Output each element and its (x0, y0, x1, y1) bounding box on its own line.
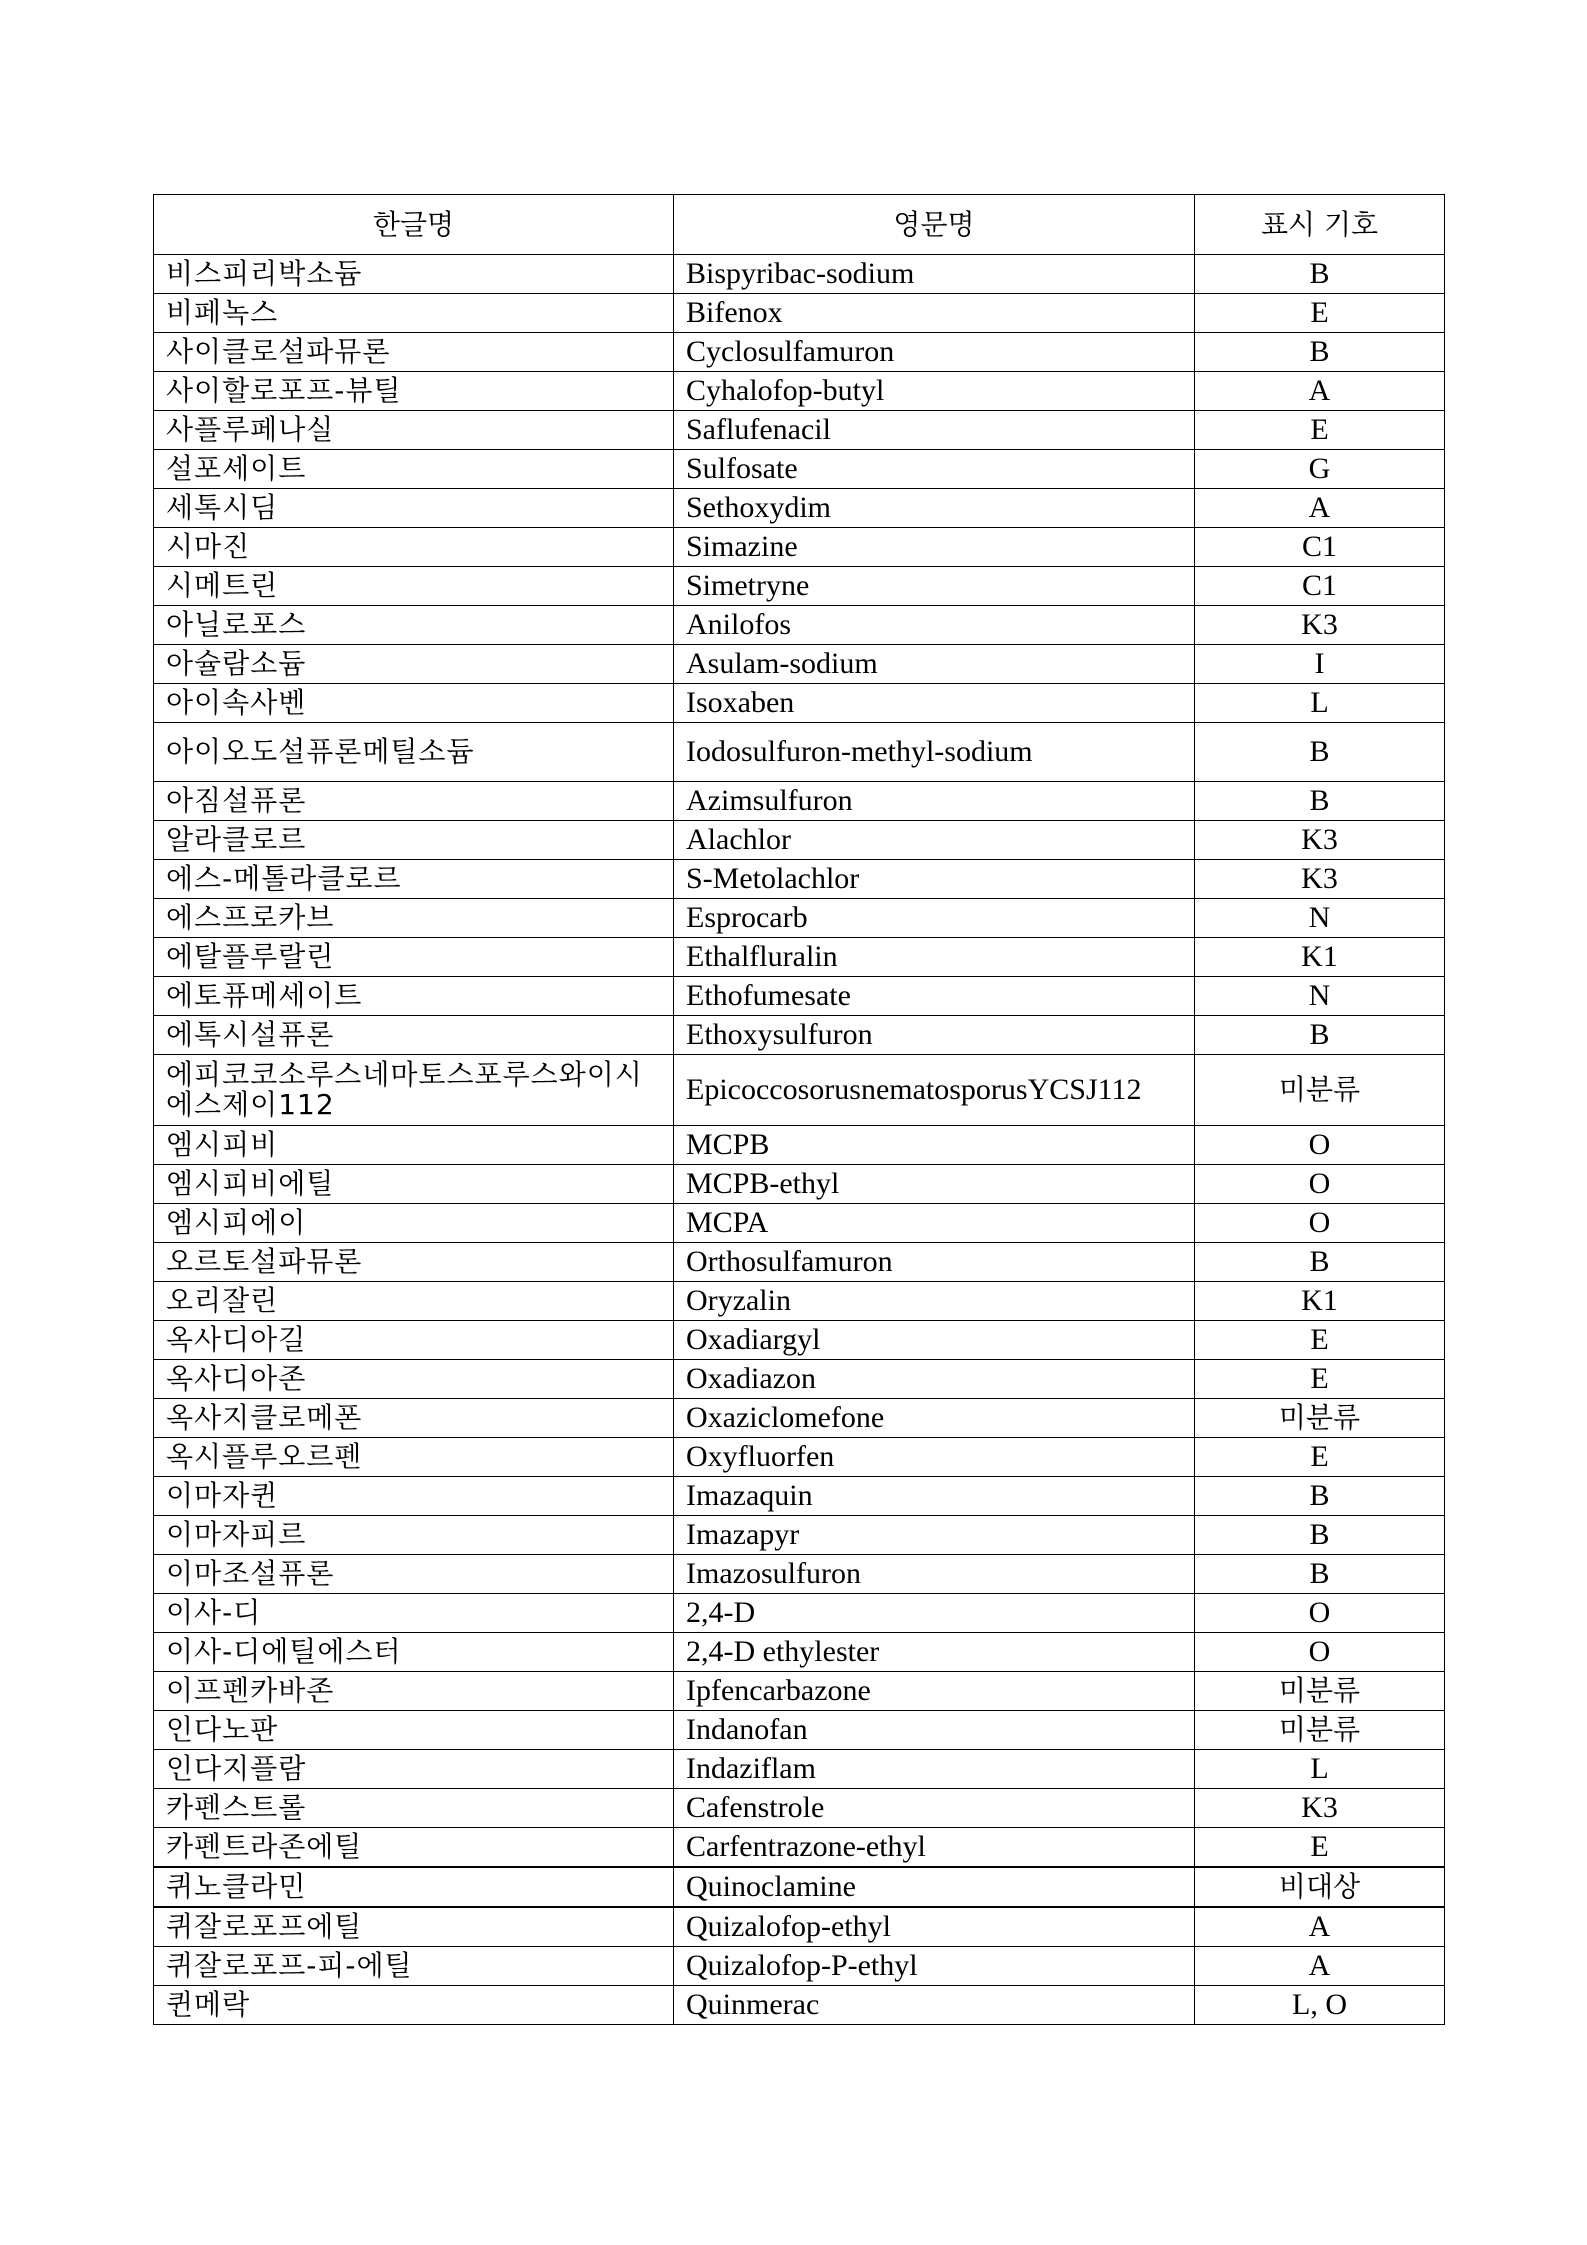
table-row (154, 1633, 1445, 1672)
english-name-cell: Quinoclamine (674, 1867, 1195, 1907)
symbol-cell: C1 (1195, 567, 1445, 606)
english-name-cell: Oxyfluorfen (674, 1438, 1195, 1477)
english-name-cell: Ethoxysulfuron (674, 1016, 1195, 1055)
english-name-cell: Simazine (674, 528, 1195, 567)
table-row (154, 1555, 1445, 1594)
table-row (154, 1126, 1445, 1165)
symbol-cell: C1 (1195, 528, 1445, 567)
korean-name-cell: 퀴잘로포프에틸 (154, 1907, 674, 1947)
korean-name-cell: 아닐로포스 (154, 606, 674, 645)
korean-name-cell: 엠시피비 (154, 1126, 674, 1165)
table-row (154, 1055, 1445, 1126)
korean-name-cell: 에토퓨메세이트 (154, 977, 674, 1016)
table-row (154, 1672, 1445, 1711)
table-row (154, 1204, 1445, 1243)
english-name-cell: Azimsulfuron (674, 782, 1195, 821)
english-name-cell: Sethoxydim (674, 489, 1195, 528)
english-name-cell: Anilofos (674, 606, 1195, 645)
table-row (154, 821, 1445, 860)
symbol-cell: 미분류 (1195, 1399, 1445, 1438)
symbol-cell: O (1195, 1165, 1445, 1204)
english-name-cell: Oxadiargyl (674, 1321, 1195, 1360)
english-name-cell: MCPB (674, 1126, 1195, 1165)
symbol-cell: L, O (1195, 1986, 1445, 2025)
english-name-cell: Sulfosate (674, 450, 1195, 489)
korean-name-cell: 인다노판 (154, 1711, 674, 1750)
english-name-cell: Oxaziclomefone (674, 1399, 1195, 1438)
english-name-cell: Quinmerac (674, 1986, 1195, 2025)
korean-name-cell: 오리잘린 (154, 1282, 674, 1321)
symbol-cell: O (1195, 1633, 1445, 1672)
symbol-cell: O (1195, 1204, 1445, 1243)
symbol-cell: B (1195, 782, 1445, 821)
symbol-cell: B (1195, 1243, 1445, 1282)
korean-name-cell: 이마자퀸 (154, 1477, 674, 1516)
korean-name-cell: 옥사지클로메폰 (154, 1399, 674, 1438)
korean-name-cell: 에스-메톨라클로르 (154, 860, 674, 899)
table-row (154, 1321, 1445, 1360)
table-row (154, 489, 1445, 528)
symbol-cell: 미분류 (1195, 1055, 1445, 1126)
symbol-cell: K1 (1195, 938, 1445, 977)
korean-name-cell: 사이할로포프-뷰틸 (154, 372, 674, 411)
table-row (154, 1516, 1445, 1555)
symbol-cell: E (1195, 1360, 1445, 1399)
korean-name-cell: 퀴노클라민 (154, 1867, 674, 1907)
table-row (154, 684, 1445, 723)
symbol-cell: 미분류 (1195, 1711, 1445, 1750)
symbol-cell: 미분류 (1195, 1672, 1445, 1711)
english-name-cell: 2,4-D ethylester (674, 1633, 1195, 1672)
english-name-cell: Cyhalofop-butyl (674, 372, 1195, 411)
table-row (154, 1016, 1445, 1055)
korean-name-cell: 에스프로카브 (154, 899, 674, 938)
table-row (154, 1828, 1445, 1868)
table-row (154, 645, 1445, 684)
table-row (154, 1907, 1445, 1947)
korean-name-cell: 옥사디아길 (154, 1321, 674, 1360)
english-name-cell: Ethalfluralin (674, 938, 1195, 977)
table-row (154, 1594, 1445, 1633)
table-row (154, 1243, 1445, 1282)
symbol-cell: L (1195, 684, 1445, 723)
korean-name-cell: 비페녹스 (154, 294, 674, 333)
symbol-cell: B (1195, 1555, 1445, 1594)
korean-name-cell: 이프펜카바존 (154, 1672, 674, 1711)
table-row (154, 1438, 1445, 1477)
korean-name-cell: 알라클로르 (154, 821, 674, 860)
english-name-cell: Carfentrazone-ethyl (674, 1828, 1195, 1868)
english-name-cell: Indaziflam (674, 1750, 1195, 1789)
table-row (154, 372, 1445, 411)
english-name-cell: EpicoccosorusnematosporusYCSJ112 (674, 1055, 1195, 1126)
korean-name-cell: 에탈플루랄린 (154, 938, 674, 977)
english-name-cell: Asulam-sodium (674, 645, 1195, 684)
symbol-cell: O (1195, 1594, 1445, 1633)
english-name-cell: Alachlor (674, 821, 1195, 860)
symbol-cell: E (1195, 1321, 1445, 1360)
english-name-cell: Iodosulfuron-methyl-sodium (674, 723, 1195, 782)
korean-name-cell: 세톡시딤 (154, 489, 674, 528)
herbicide-symbol-table (153, 194, 1445, 2025)
korean-name-cell: 이사-디 (154, 1594, 674, 1633)
korean-name-cell: 엠시피비에틸 (154, 1165, 674, 1204)
symbol-cell: A (1195, 1907, 1445, 1947)
korean-name-cell: 이마자피르 (154, 1516, 674, 1555)
table-row (154, 255, 1445, 294)
symbol-cell: A (1195, 489, 1445, 528)
korean-name-cell: 아이속사벤 (154, 684, 674, 723)
symbol-cell: L (1195, 1750, 1445, 1789)
table-row (154, 1360, 1445, 1399)
korean-name-cell: 카펜트라존에틸 (154, 1828, 674, 1868)
symbol-cell: E (1195, 294, 1445, 333)
symbol-cell: N (1195, 977, 1445, 1016)
symbol-cell: K3 (1195, 1789, 1445, 1828)
table-row (154, 606, 1445, 645)
symbol-cell: B (1195, 723, 1445, 782)
symbol-cell: A (1195, 1947, 1445, 1986)
header-english-name: 영문명 (674, 195, 1195, 255)
english-name-cell: MCPB-ethyl (674, 1165, 1195, 1204)
korean-name-cell: 이사-디에틸에스터 (154, 1633, 674, 1672)
table-row (154, 1986, 1445, 2025)
table-row (154, 411, 1445, 450)
header-korean-name: 한글명 (154, 195, 674, 255)
english-name-cell: Indanofan (674, 1711, 1195, 1750)
symbol-cell: I (1195, 645, 1445, 684)
english-name-cell: Bifenox (674, 294, 1195, 333)
table-row (154, 567, 1445, 606)
english-name-cell: Quizalofop-P-ethyl (674, 1947, 1195, 1986)
table-row (154, 782, 1445, 821)
table-row (154, 1165, 1445, 1204)
table-row (154, 1399, 1445, 1438)
english-name-cell: Oryzalin (674, 1282, 1195, 1321)
table-row (154, 1867, 1445, 1907)
table-row (154, 899, 1445, 938)
table-row (154, 1789, 1445, 1828)
symbol-cell: B (1195, 1016, 1445, 1055)
english-name-cell: Simetryne (674, 567, 1195, 606)
korean-name-cell: 이마조설퓨론 (154, 1555, 674, 1594)
symbol-cell: G (1195, 450, 1445, 489)
table-header-row (154, 195, 1445, 255)
english-name-cell: Isoxaben (674, 684, 1195, 723)
korean-name-cell: 퀸메락 (154, 1986, 674, 2025)
table-row (154, 528, 1445, 567)
korean-name-cell: 오르토설파뮤론 (154, 1243, 674, 1282)
symbol-cell: E (1195, 1438, 1445, 1477)
english-name-cell: Bispyribac-sodium (674, 255, 1195, 294)
symbol-cell: B (1195, 255, 1445, 294)
english-name-cell: Orthosulfamuron (674, 1243, 1195, 1282)
english-name-cell: Imazaquin (674, 1477, 1195, 1516)
korean-name-cell: 사이클로설파뮤론 (154, 333, 674, 372)
header-symbol: 표시 기호 (1195, 195, 1445, 255)
korean-name-cell: 에피코코소루스네마토스포루스와이시에스제이112 (154, 1055, 674, 1126)
korean-name-cell: 퀴잘로포프-피-에틸 (154, 1947, 674, 1986)
english-name-cell: 2,4-D (674, 1594, 1195, 1633)
symbol-cell: 비대상 (1195, 1867, 1445, 1907)
table-row (154, 294, 1445, 333)
symbol-cell: O (1195, 1126, 1445, 1165)
english-name-cell: MCPA (674, 1204, 1195, 1243)
korean-name-cell: 아이오도설퓨론메틸소듐 (154, 723, 674, 782)
symbol-cell: K3 (1195, 606, 1445, 645)
korean-name-cell: 아짐설퓨론 (154, 782, 674, 821)
korean-name-cell: 아슐람소듐 (154, 645, 674, 684)
korean-name-cell: 인다지플람 (154, 1750, 674, 1789)
english-name-cell: Esprocarb (674, 899, 1195, 938)
korean-name-cell: 옥시플루오르펜 (154, 1438, 674, 1477)
korean-name-cell: 카펜스트롤 (154, 1789, 674, 1828)
korean-name-cell: 시마진 (154, 528, 674, 567)
table-row (154, 1477, 1445, 1516)
english-name-cell: Ipfencarbazone (674, 1672, 1195, 1711)
english-name-cell: Ethofumesate (674, 977, 1195, 1016)
english-name-cell: Oxadiazon (674, 1360, 1195, 1399)
korean-name-cell: 에톡시설퓨론 (154, 1016, 674, 1055)
symbol-cell: B (1195, 333, 1445, 372)
korean-name-cell: 설포세이트 (154, 450, 674, 489)
symbol-cell: E (1195, 411, 1445, 450)
table-row (154, 450, 1445, 489)
symbol-cell: B (1195, 1516, 1445, 1555)
table-row (154, 1711, 1445, 1750)
english-name-cell: Cyclosulfamuron (674, 333, 1195, 372)
english-name-cell: Imazosulfuron (674, 1555, 1195, 1594)
english-name-cell: S-Metolachlor (674, 860, 1195, 899)
korean-name-cell: 비스피리박소듐 (154, 255, 674, 294)
english-name-cell: Imazapyr (674, 1516, 1195, 1555)
korean-name-cell: 옥사디아존 (154, 1360, 674, 1399)
symbol-cell: K3 (1195, 860, 1445, 899)
korean-name-cell: 시메트린 (154, 567, 674, 606)
symbol-cell: B (1195, 1477, 1445, 1516)
korean-name-cell: 엠시피에이 (154, 1204, 674, 1243)
symbol-cell: E (1195, 1828, 1445, 1868)
table-row (154, 860, 1445, 899)
table-row (154, 1947, 1445, 1986)
symbol-cell: N (1195, 899, 1445, 938)
english-name-cell: Saflufenacil (674, 411, 1195, 450)
table-row (154, 977, 1445, 1016)
english-name-cell: Quizalofop-ethyl (674, 1907, 1195, 1947)
table-row (154, 723, 1445, 782)
english-name-cell: Cafenstrole (674, 1789, 1195, 1828)
symbol-cell: A (1195, 372, 1445, 411)
table-row (154, 938, 1445, 977)
table-row (154, 333, 1445, 372)
symbol-cell: K1 (1195, 1282, 1445, 1321)
korean-name-cell: 사플루페나실 (154, 411, 674, 450)
symbol-cell: K3 (1195, 821, 1445, 860)
table-row (154, 1750, 1445, 1789)
table-row (154, 1282, 1445, 1321)
